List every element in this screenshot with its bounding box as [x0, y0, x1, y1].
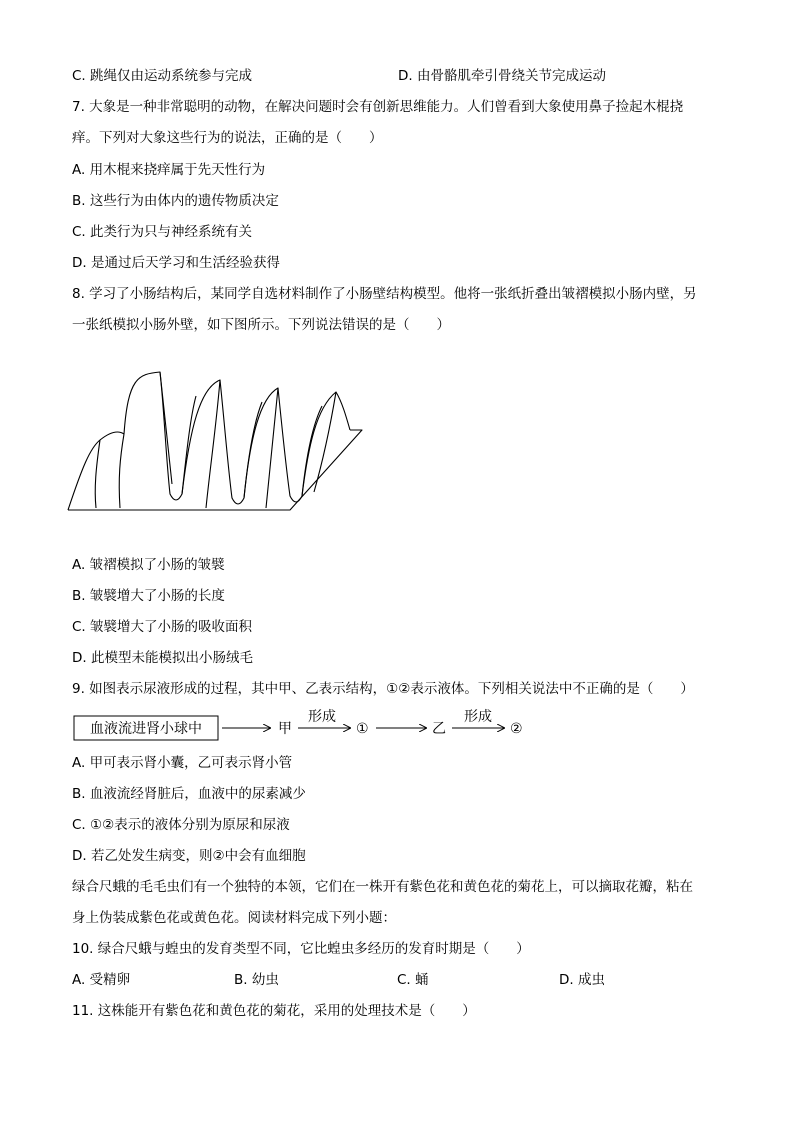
q9-option-b: B. 血液流经肾脏后，血液中的尿素减少 — [72, 786, 306, 802]
material-line2: 身上伪装成紫色花或黄色花。阅读材料完成下列小题： — [72, 910, 396, 926]
fold-ridge-1 — [119, 434, 124, 508]
fold-valley-4 — [302, 406, 322, 496]
q7-option-b: B. 这些行为由体内的遗传物质决定 — [72, 193, 279, 209]
q8-option-d: D. 此模型未能模拟出小肠绒毛 — [72, 650, 253, 666]
q9-stem: 9. 如图表示尿液形成的过程，其中甲、乙表示结构，①②表示液体。下列相关说法中不正确的是（ ） — [72, 681, 694, 697]
fold-valley-1 — [95, 440, 100, 508]
q8-option-c: C. 皱襞增大了小肠的吸收面积 — [72, 619, 253, 635]
q7-stem-line2: 痒。下列对大象这些行为的说法，正确的是（ ） — [72, 130, 383, 146]
flow-label-form-1: 形成 — [308, 709, 336, 725]
q10-options-row — [72, 971, 722, 989]
q7-stem-line1: 7. 大象是一种非常聪明的动物，在解决问题时会有创新思维能力。人们曾看到大象使用鼻子捡起木棍挠 — [72, 99, 684, 115]
q10-option-b: B. 幼虫 — [234, 972, 279, 988]
flow-structure-jia: 甲 — [278, 721, 292, 737]
q7-option-d: D. 是通过后天学习和生活经验获得 — [72, 255, 280, 271]
q11-stem: 11. 这株能开有紫色花和黄色花的菊花，采用的处理技术是（ ） — [72, 1003, 476, 1019]
q8-stem-line2: 一张纸模拟小肠外壁，如下图所示。下列说法错误的是（ ） — [72, 317, 450, 333]
outer-wall-sheet — [68, 430, 362, 510]
q10-stem: 10. 绿合尺蛾与蝗虫的发育类型不同，它比蝗虫多经历的发育时期是（ ） — [72, 941, 530, 957]
folded-inner-sheet — [68, 372, 350, 510]
intestine-wall-model-figure — [60, 368, 370, 518]
q8-stem-line1: 8. 学习了小肠结构后，某同学自选材料制作了小肠壁结构模型。他将一张纸折叠出皱褶模拟小肠内壁，另 — [72, 286, 697, 302]
q10-option-c: C. 蛹 — [397, 972, 429, 988]
fold-ridge-3 — [206, 380, 220, 508]
q10-option-a: A. 受精卵 — [72, 972, 131, 988]
q9-option-d: D. 若乙处发生病变，则②中会有血细胞 — [72, 848, 306, 864]
urine-formation-flowchart — [60, 704, 540, 748]
fold-ridge-4 — [266, 388, 278, 508]
flow-label-form-2: 形成 — [464, 709, 492, 725]
q6-options-row — [72, 67, 722, 85]
flow-start-text: 血液流进肾小球中 — [90, 721, 202, 737]
flow-liquid-1: ① — [356, 721, 369, 737]
flow-structure-yi: 乙 — [432, 721, 446, 737]
material-line1: 绿合尺蛾的毛毛虫们有一个独特的本领，它们在一株开有紫色花和黄色花的菊花上，可以摘取花瓣，粘在 — [72, 879, 693, 895]
q6-option-c: C. 跳绳仅由运动系统参与完成 — [72, 68, 253, 84]
q7-option-c: C. 此类行为只与神经系统有关 — [72, 224, 253, 240]
q10-option-d: D. 成虫 — [559, 972, 605, 988]
q9-option-a: A. 甲可表示肾小囊，乙可表示肾小管 — [72, 755, 293, 771]
q9-option-c: C. ①②表示的液体分别为原尿和尿液 — [72, 817, 290, 833]
fold-ridge-2 — [160, 372, 172, 484]
q6-option-d: D. 由骨骼肌牵引骨绕关节完成运动 — [398, 68, 606, 84]
q8-option-a: A. 皱褶模拟了小肠的皱襞 — [72, 557, 225, 573]
q8-option-b: B. 皱襞增大了小肠的长度 — [72, 588, 225, 604]
q7-option-a: A. 用木棍来挠痒属于先天性行为 — [72, 162, 266, 178]
fold-ridge-5 — [314, 392, 336, 492]
flow-liquid-2: ② — [510, 721, 523, 737]
